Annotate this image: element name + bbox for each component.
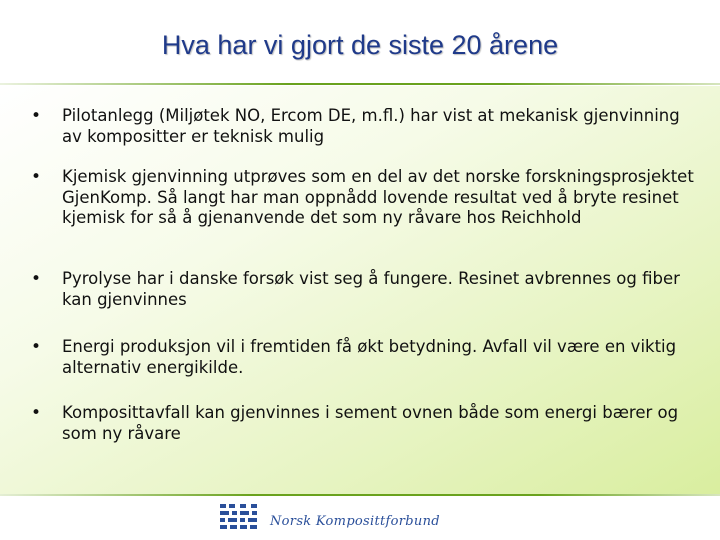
slide-title: Hva har vi gjort de siste 20 årene [161,30,559,60]
content-area [0,86,720,494]
footer-logo [218,500,478,536]
bullet-dot: • [31,167,42,187]
bullet-dot: • [31,403,42,423]
bullet-dot: • [31,337,42,357]
bullet-text: Pyrolyse har i danske forsøk vist seg å fungere. Resinet avbrennes og fiber kan gjenvinnes [62,269,680,309]
bullet-text: Komposittavfall kan gjenvinnes i sement ovnen både som energi bærer og som ny råvare [62,403,679,443]
footer-divider [0,494,720,496]
bullet-text: Pilotanlegg (Miljøtek NO, Ercom DE, m.fl.) har vist at mekanisk gjenvinning av kompositter er teknisk mulig [62,106,680,146]
bullet-dot: • [31,106,42,126]
logo-text: Norsk Komposittforbund [270,514,440,529]
logo-mark-icon [218,502,260,532]
bullet-text: Kjemisk gjenvinning utprøves som en del av det norske forskningsprosjektet GjenKomp. Så langt har man oppnådd lovende resultat ved å bryte resinet kjemisk for så å gjenanvende det som ny råvare hos Reichhold [62,167,694,227]
bullet-text: Energi produksjon vil i fremtiden få økt betydning. Avfall vil være en viktig alternativ energikilde. [62,337,677,377]
bullet-dot: • [31,269,42,289]
title-divider [0,83,720,85]
